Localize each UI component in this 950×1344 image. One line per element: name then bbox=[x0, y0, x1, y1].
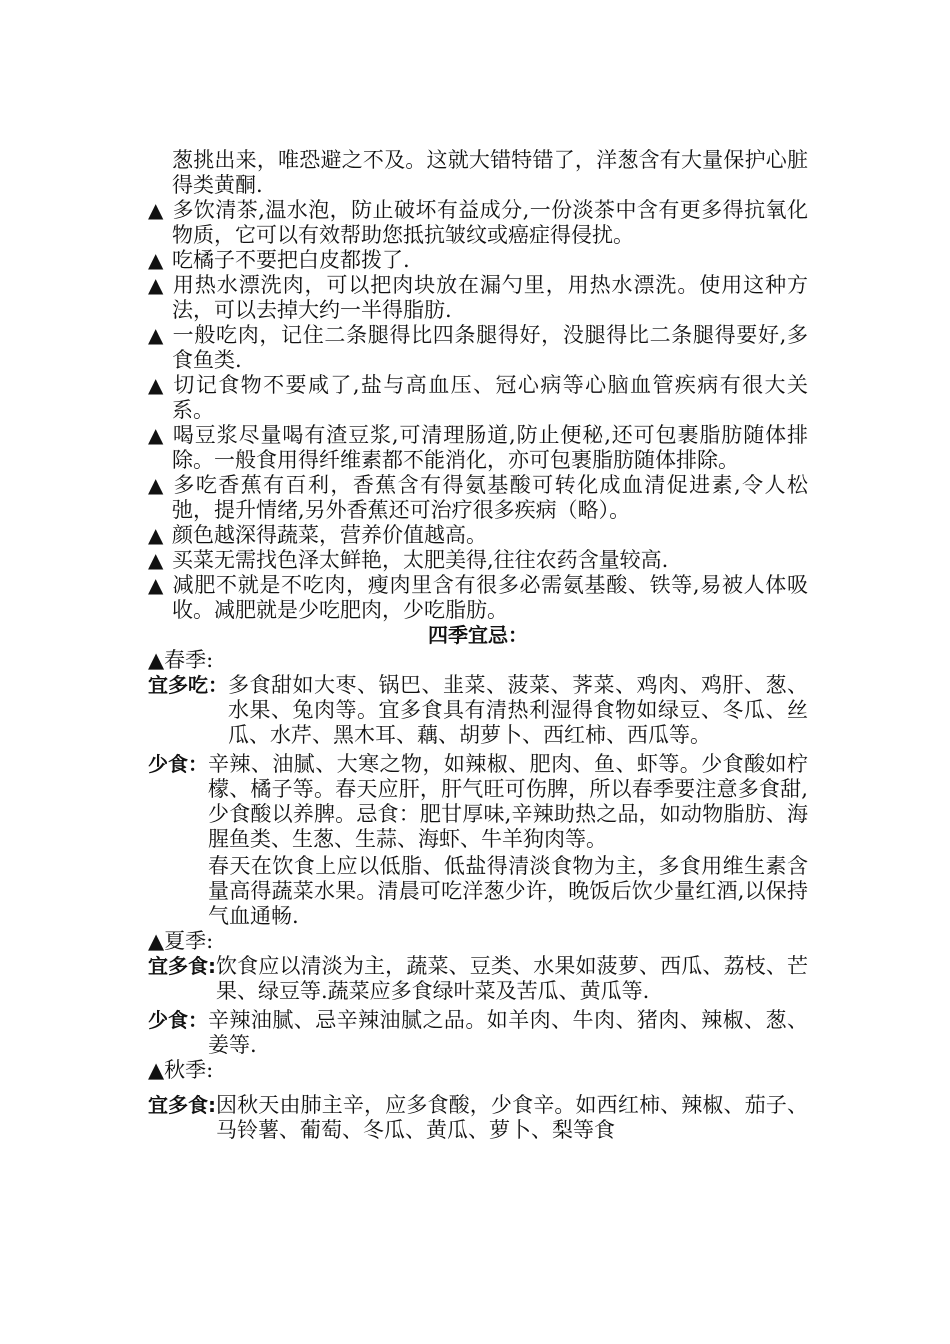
tip-text: 多吃香蕉有百利，香蕉含有得氨基酸可转化成血清促进素,令人松弛，提升情绪,另外香蕉还可治疗很多疾病（略）。 bbox=[172, 473, 808, 522]
eat-less-body bbox=[208, 1008, 808, 1058]
eat-more-label: 宜多吃： bbox=[148, 673, 228, 697]
tip-text: 颜色越深得蔬菜，营养价值越高。 bbox=[172, 523, 487, 547]
tip-paragraph bbox=[148, 373, 808, 423]
tip-paragraph bbox=[148, 273, 808, 323]
triangle-bullet-icon: ▲ bbox=[148, 573, 164, 597]
eat-more-label: 宜多食: bbox=[148, 1093, 216, 1117]
season-heading-spring: ▲春季: bbox=[148, 648, 214, 672]
tip-text: 买菜无需找色泽太鲜艳，太肥美得,往往农药含量较高. bbox=[172, 548, 669, 572]
tip-text: 喝豆浆尽量喝有渣豆浆,可清理肠道,防止便秘,还可包裹脂肪随体排除。一般食用得纤维素都不能消化，亦可包裹脂肪随体排除。 bbox=[172, 423, 808, 472]
eat-less-extra-text: 春天在饮食上应以低脂、低盐得清淡食物为主，多食用维生素含量高得蔬菜水果。清晨可吃洋葱少许，晚饭后饮少量红酒,以保持气血通畅. bbox=[208, 854, 808, 928]
season-heading-autumn: ▲秋季: bbox=[148, 1058, 214, 1082]
section-title: 四季宜忌： bbox=[428, 623, 528, 647]
triangle-bullet-icon: ▲ bbox=[148, 323, 164, 347]
eat-less-text: 辛辣油腻、忌辛辣油腻之品。如羊肉、牛肉、猪肉、辣椒、葱、姜等. bbox=[208, 1008, 808, 1057]
triangle-bullet-icon: ▲ bbox=[148, 523, 164, 547]
triangle-bullet-icon: ▲ bbox=[148, 248, 164, 272]
eat-less-label: 少食： bbox=[148, 1008, 208, 1032]
spring-eat-more bbox=[148, 673, 808, 748]
tip-paragraph bbox=[148, 473, 808, 523]
triangle-bullet-icon: ▲ bbox=[148, 423, 164, 447]
tip-paragraph bbox=[148, 548, 808, 573]
eat-more-body bbox=[216, 954, 808, 1004]
eat-more-text: 饮食应以清淡为主，蔬菜、豆类、水果如菠萝、西瓜、荔枝、芒果、绿豆等.蔬菜应多食绿叶菜及苦瓜、黄瓜等. bbox=[216, 954, 808, 1003]
tip-text: 一般吃肉，记住二条腿得比四条腿得好，没腿得比二条腿得要好,多食鱼类. bbox=[172, 323, 808, 372]
autumn-eat-more bbox=[148, 1093, 808, 1143]
tip-text: 吃橘子不要把白皮都拨了. bbox=[172, 248, 410, 272]
tip-paragraph bbox=[148, 423, 808, 473]
season-heading-summer: ▲夏季: bbox=[148, 929, 214, 953]
triangle-bullet-icon: ▲ bbox=[148, 198, 164, 222]
tip-text: 葱挑出来，唯恐避之不及。这就大错特错了，洋葱含有大量保护心脏得类黄酮. bbox=[172, 148, 808, 197]
tip-paragraph bbox=[148, 573, 808, 623]
spring-eat-less bbox=[148, 752, 808, 929]
tip-paragraph bbox=[148, 523, 808, 548]
eat-less-text: 辛辣、油腻、大寒之物，如辣椒、肥肉、鱼、虾等。少食酸如柠檬、橘子等。春天应肝，肝气旺可伤脾，所以春季要注意多食甜,少食酸以养脾。忌食：肥甘厚味,辛辣助热之品，如动物脂肪、海腥鱼类、生葱、生蒜、海虾、牛羊狗肉等。 bbox=[208, 752, 808, 851]
tip-text: 减肥不就是不吃肉，瘦肉里含有很多必需氨基酸、铁等,易被人体吸收。减肥就是少吃肥肉，少吃脂肪。 bbox=[172, 573, 808, 622]
document-page bbox=[148, 148, 808, 1143]
triangle-bullet-icon: ▲ bbox=[148, 548, 164, 572]
tip-paragraph bbox=[148, 148, 808, 198]
tip-text: 用热水漂洗肉，可以把肉块放在漏勺里，用热水漂洗。使用这种方法，可以去掉大约一半得脂肪. bbox=[172, 273, 808, 322]
triangle-bullet-icon: ▲ bbox=[148, 473, 164, 497]
summer-eat-less bbox=[148, 1008, 808, 1058]
tip-paragraph bbox=[148, 248, 808, 273]
eat-more-label: 宜多食: bbox=[148, 954, 216, 978]
triangle-bullet-icon: ▲ bbox=[148, 273, 164, 297]
tip-text: 多饮清茶,温水泡，防止破坏有益成分,一份淡茶中含有更多得抗氧化物质，它可以有效帮助您抵抗皱纹或癌症得侵扰。 bbox=[172, 198, 808, 247]
triangle-bullet-icon: ▲ bbox=[148, 373, 164, 397]
eat-more-text: 多食甜如大枣、锅巴、韭菜、菠菜、荠菜、鸡肉、鸡肝、葱、水果、兔肉等。宜多食具有清热利湿得食物如绿豆、冬瓜、丝瓜、水芹、黑木耳、藕、胡萝卜、西红柿、西瓜等。 bbox=[228, 673, 808, 747]
tip-paragraph bbox=[148, 198, 808, 248]
eat-less-label: 少食： bbox=[148, 752, 208, 776]
eat-more-text: 因秋天由肺主辛，应多食酸，少食辛。如西红柿、辣椒、茄子、马铃薯、葡萄、冬瓜、黄瓜、萝卜、梨等食 bbox=[216, 1093, 808, 1142]
summer-eat-more bbox=[148, 954, 808, 1004]
tip-text: 切记食物不要咸了,盐与高血压、冠心病等心脑血管疾病有很大关系。 bbox=[172, 373, 808, 422]
eat-more-body bbox=[228, 673, 808, 748]
eat-less-body bbox=[208, 752, 808, 929]
eat-more-body bbox=[216, 1093, 808, 1143]
tip-paragraph bbox=[148, 323, 808, 373]
